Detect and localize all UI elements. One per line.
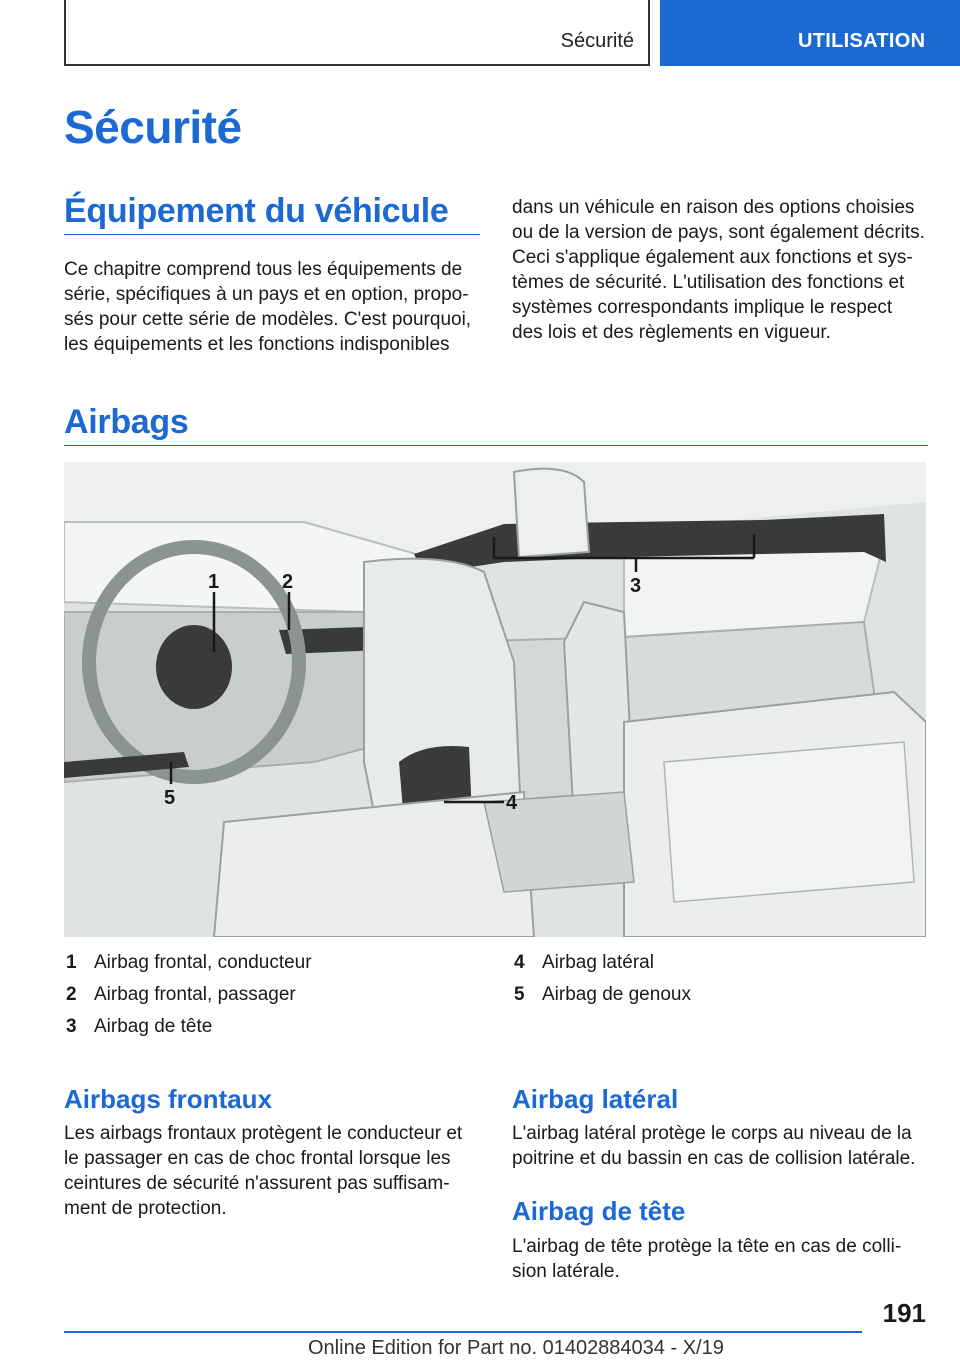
legend-label: Airbag de tête <box>94 1016 213 1037</box>
legend-number: 3 <box>66 1016 77 1037</box>
section-rule-airbags <box>64 445 928 446</box>
section-heading-equipment: Équipement du véhicule <box>64 192 449 230</box>
text-line: L'airbag latéral protège le corps au niveau de la <box>512 1123 912 1144</box>
legend-number: 2 <box>66 984 77 1005</box>
figure-callout-3: 3 <box>630 575 642 597</box>
text-line: tèmes de sécurité. L'utilisation des fonctions et <box>512 272 905 293</box>
text-line: Ce chapitre comprend tous les équipements de <box>64 259 463 280</box>
frontal-text <box>64 1121 484 1221</box>
heading-head-airbag: Airbag de tête <box>512 1196 686 1226</box>
airbag-illustration <box>64 462 926 937</box>
side-airbag-text <box>512 1121 932 1171</box>
text-line: Les airbags frontaux protègent le conducteur et <box>64 1123 463 1144</box>
page-number: 191 <box>882 1298 926 1328</box>
figure-callout-4: 4 <box>506 792 518 814</box>
equipment-text-left <box>64 257 484 357</box>
legend-label: Airbag latéral <box>542 952 654 973</box>
text-line: sés pour cette série de modèles. C'est pourquoi, <box>64 309 472 330</box>
footer-edition: Online Edition for Part no. 01402884034 - X/19 <box>308 1337 724 1359</box>
text-line: systèmes correspondants implique le respect <box>512 297 893 318</box>
header-section-tab <box>64 0 650 66</box>
figure-callout-5: 5 <box>164 787 176 809</box>
text-line: les équipements et les fonctions indisponibles <box>64 334 450 355</box>
figure-callout-2: 2 <box>282 571 294 593</box>
legend-label: Airbag frontal, passager <box>94 984 296 1005</box>
text-line: Ceci s'applique également aux fonctions et sys- <box>512 247 913 268</box>
text-line: ceintures de sécurité n'assurent pas suffisam- <box>64 1173 450 1194</box>
header-chapter-tab <box>660 0 960 66</box>
text-line: des lois et des règlements en vigueur. <box>512 322 831 343</box>
text-line: poitrine et du bassin en cas de collision latérale. <box>512 1148 916 1169</box>
text-line: L'airbag de tête protège la tête en cas de colli- <box>512 1236 902 1257</box>
text-line: le passager en cas de choc frontal lorsque les <box>64 1148 451 1169</box>
text-line: dans un véhicule en raison des options choisies <box>512 197 915 218</box>
text-line: sion latérale. <box>512 1261 620 1282</box>
equipment-text-right <box>512 195 932 345</box>
head-airbag-text <box>512 1234 932 1284</box>
text-line: ment de protection. <box>64 1198 227 1219</box>
page-title: Sécurité <box>64 101 242 153</box>
header-section-label: Sécurité <box>560 30 634 52</box>
header-chapter-label: UTILISATION <box>798 30 926 52</box>
text-line: série, spécifiques à un pays et en option, propo- <box>64 284 469 305</box>
legend-number: 5 <box>514 984 525 1005</box>
figure-callout-1: 1 <box>208 571 220 593</box>
section-heading-airbags: Airbags <box>64 403 189 441</box>
heading-side-airbag: Airbag latéral <box>512 1084 679 1114</box>
legend-number: 4 <box>514 952 525 973</box>
section-rule-equipment <box>64 234 480 235</box>
legend-label: Airbag de genoux <box>542 984 691 1005</box>
text-line: ou de la version de pays, sont également décrits. <box>512 222 925 243</box>
footer-rule <box>64 1331 862 1333</box>
legend-number: 1 <box>66 952 77 973</box>
legend-label: Airbag frontal, conducteur <box>94 952 312 973</box>
heading-frontal-airbags: Airbags frontaux <box>64 1084 273 1114</box>
